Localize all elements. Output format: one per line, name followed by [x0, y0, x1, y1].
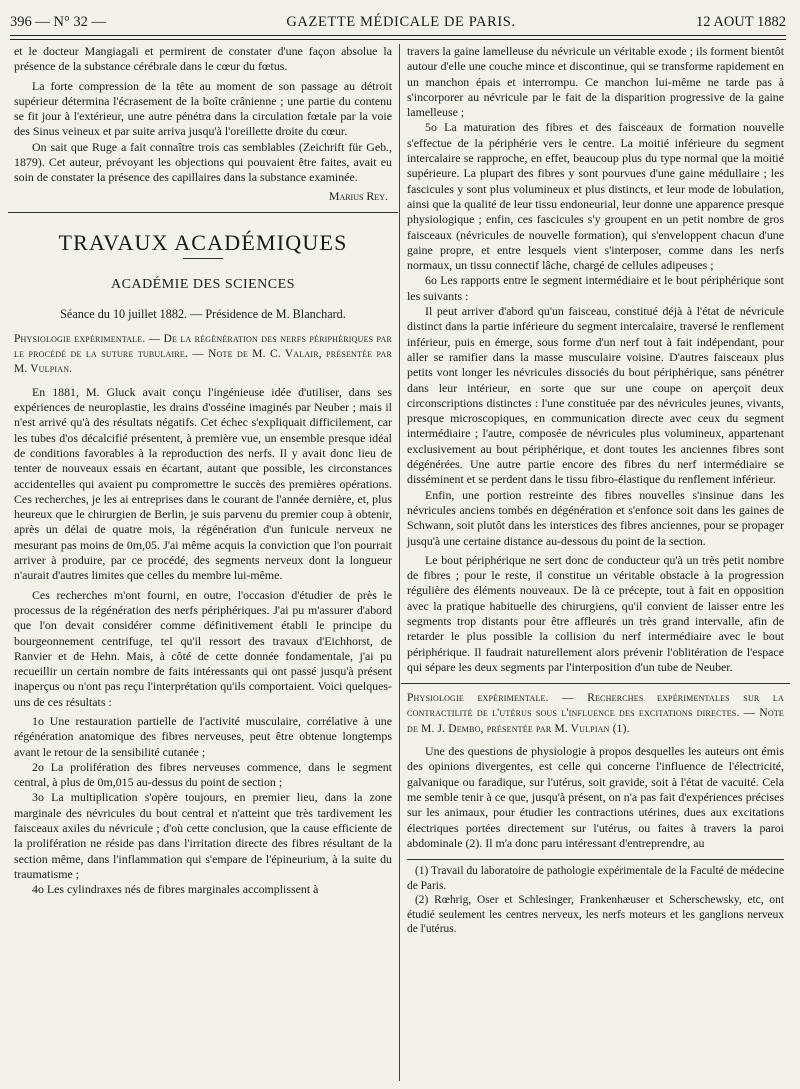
- paragraph: On sait que Ruge a fait connaître trois cas semblables (Zeichrift für Geb., 1879). Cet auteur, prévoyant les objections qui pouvaient être faites, avait eu soin de constater la présence des capillaires dans la substance examinée.: [14, 139, 392, 185]
- page-header: [10, 10, 786, 34]
- header-rule: [10, 35, 786, 36]
- paragraph: Une des questions de physiologie à propos desquelles les auteurs ont émis des opinions divergentes, est celle qui concerne l'influence de l'électricité, galvanique ou faradique, sur l'utérus, soit gravide, soit à l'état de vacuité. Cela me semble tenir à ce que, jusqu'à présent, on n'a pas fait d'expériences précises sur les animaux, pour étudier les contractions utérines, dues aux excitations électriques portées directement sur l'utérus, ou faites à travers la paroi abdominale (2). Il m'a donc paru intéressant d'entreprendre, au: [407, 744, 784, 850]
- footnote: (1) Travail du laboratoire de pathologie expérimentale de la Faculté de médecine de Paris.: [407, 865, 784, 892]
- list-item: 5o La maturation des fibres et des faisceaux de formation nouvelle s'effectue de la périphérie vers le centre. La moitié inférieure du segment intercalaire se rapproche, en effet, beaucoup plus du type normal que la moitié supérieure. La plupart des fibres y sont pourvues d'une gaine médullaire ; les fascicules y sont plus volumineux et plus distincts, et leur mode de lobulation, ainsi que la qualité de leur tissu endoneurial, leur donne une apparence presque physiologique ; enfin, ces fascicules s'y groupent en un petit nombre de gros faisceaux (névricules de nouvelle formation), qui s'enveloppent chacun d'une gaine propre, et entre lesquels vient s'interposer, comme dans les nerfs normaux, un tissu connectif lâche, chargé de cellules adipeuses ;: [407, 120, 784, 273]
- article-separator: [401, 683, 790, 684]
- footnote-rule: [407, 859, 784, 860]
- list-item: 3o La multiplication s'opère toujours, en premier lieu, dans la zone marginale des névricules du bout central et n'atteint que très tardivement les faisceaux axiles du névricule ; d'où cette conclusion, que la cause efficiente de la prolifération ne réside pas dans l'irritation directe des fibres résultant de la section même, dans l'inflammation qui s'empare de l'épineurium, à la suite du traumatisme ;: [14, 790, 392, 881]
- article-heading: Physiologie expérimentale. — De la régénération des nerfs périphériques par le procédé de la suture tubulaire. — Note de M. C. Valair, présentée par M. Vulpian.: [14, 332, 392, 376]
- paragraph: travers la gaine lamelleuse du névricule un véritable exode ; ils forment bientôt autour d'elle une couche mince et discontinue, qui se transforme rapidement en un manchon épais et interrompu. Ce manchon lui-même ne tarde pas à s'incorporer au névricule par le fait de la disparition progressive de la gaine lamelleuse ;: [407, 44, 784, 120]
- list-item: 6o Les rapports entre le segment intermédiaire et le bout périphérique sont les suivants :: [407, 273, 784, 303]
- list-item: 1o Une restauration partielle de l'activité musculaire, corrélative à une régénération anatomique des fibres nerveuses, peut être obtenue longtemps avant le retour de la sensibilité cutanée ;: [14, 713, 392, 759]
- article-heading: Physiologie expérimentale. — Recherches expérimentales sur la contractilité de l'utérus sous l'influence des excitations directes. — Note de M. J. Dembo, présentée par M. Vulpian (1).: [407, 692, 784, 735]
- footnote: (2) Rœhrig, Oser et Schlesinger, Frankenhæuser et Scherschewsky, etc, ont étudié seulement les centres nerveux, les nerfs moteurs et les ganglions nerveux de l'utérus.: [407, 894, 784, 936]
- page-number: 396 — N° 32 —: [10, 13, 107, 30]
- paragraph: Ces recherches m'ont fourni, en outre, l'occasion d'étudier de près le processus de la régénération des nerfs périphériques. J'ai pu m'assurer d'abord que l'on devait considérer comme définitivement établi le principe du bourgeonnement centrifuge, tel qu'il ressort des travaux d'Eichhorst, de Ranvier et de Hehn. Mais, à côté de cette donnée fondamentale, j'ai pu recueillir un certain nombre de faits intéressants qui ont passé jusqu'à présent inaperçus ou n'ont pas reçu l'interprétation qu'ils comportaient. Voici quelques-uns de ces résultats :: [14, 587, 392, 709]
- list-item: 4o Les cylindraxes nés de fibres marginales accomplissent à: [32, 882, 319, 897]
- paragraph: Le bout périphérique ne sert donc de conducteur qu'à un très petit nombre de fibres ; pour le reste, il constitue un véritable obstacle à la progression régulière des éléments nouveaux. De là ce précepte, tout à fait en opposition avec la pratique habituelle des chirurgiens, qu'il convient de laisser entre les segments trop distants pour être affleurés un très grand intervalle, afin de retarder le plus possible la collision du nerf intermédiaire avec le bout périphérique. Il faudrait naturellement alors prévenir l'oblitération de l'espace qui sépare les deux segments par l'interposition d'un tube de Neuber.: [407, 552, 784, 674]
- list-item: 2o La prolifération des fibres nerveuses commence, dans le segment central, à plus de 0m,015 au-dessus du point de section ;: [14, 759, 392, 790]
- journal-title: GAZETTE MÉDICALE DE PARIS.: [286, 13, 516, 30]
- paragraph: En 1881, M. Gluck avait conçu l'ingénieuse idée d'utiliser, dans ses expériences de neuroplastie, les drains d'osséine imaginés par Neuber ; mais il n'est arrivé qu'à des résultats négatifs. Cet échec s'expliquait difficilement, car les tubes d'os décalcifié présentent, à première vue, un ensemble presque idéal de conditions favorables à la reproduction des nerfs. Il y avait donc lieu de tenter de nouveaux essais en écartant, autant que possible, les circonstances accidentelles qui avaient pu compromettre le succès des premières opérations. Ces recherches, je les ai entreprises dans le courant de l'année dernière, et, plus heureux que le chirurgien de Berlin, je suis parvenu du premier coup à obtenir, après un délai de quatre mois, la régénération d'un funicule nerveux ne mesurant pas moins de 0m,05. J'ai même acquis la conviction que l'on pourrait arriver à produire, par ce procédé, des segments nerveux dont la longueur n'aurait d'autres limites que celles du membre lui-même.: [14, 384, 392, 583]
- left-column: [14, 44, 392, 898]
- author-signature: Marius Rey.: [328, 188, 388, 203]
- issue-date: 12 AOUT 1882: [696, 13, 786, 30]
- session-line: Séance du 10 juillet 1882. — Présidence de M. Blanchard.: [60, 306, 346, 321]
- paragraph: La forte compression de la tête au moment de son passage au détroit supérieur détermina l'écrasement de la boîte crânienne ; une partie du contenu se fit jour à l'extérieur, une autre pénétra dans la circulation fœtale par la voie des Sinus veineux et par suite arriva jusqu'à l'oreillette droite du cœur.: [14, 78, 392, 139]
- paragraph: Il peut arriver d'abord qu'un faisceau, constitué déjà à l'état de névricule distinct dans la partie inférieure du segment intercalaire, traversé le renflement inférieur, puis en émerge, sous forme d'un nerf tout à fait indépendant, pour aller se ramifier dans la masse musculaire voisine. D'autres faisceaux plus petits vont longer les névricules dissociés du bout périphérique, sans pénétrer dans leur intérieur, en sorte que sur une coupe on aperçoit deux circonscriptions distinctes : l'une constituée par des névricules jeunes, vivants, presque microscopiques, en communication directe avec ceux du segment intermédiaire ; l'autre, composée de névricules plus volumineux, appartenant exclusivement au bout périphérique, et dont toutes les anciennes fibres sont dégénérées. Une autre partie encore des fibres du nerf intermédiaire se disséminent et se perdent dans le tissu fibro-élastique du renflement inférieur.: [407, 304, 784, 487]
- academy-heading: ACADÉMIE DES SCIENCES: [111, 277, 295, 293]
- paragraph: Enfin, une portion restreinte des fibres nouvelles s'insinue dans les névricules anciens tombés en dégénération et s'enfonce soit dans les gaines de Schwann, soit plutôt dans les interstices des fibres anciennes, pour se propager jusqu'à une certaine distance au-dessous du point de la section.: [407, 487, 784, 548]
- short-rule: [183, 258, 223, 259]
- section-separator: [8, 212, 398, 213]
- section-title: TRAVAUX ACADÉMIQUES: [58, 229, 348, 255]
- column-divider: [399, 44, 400, 1081]
- paragraph: et le docteur Mangiagali et permirent de constater d'une façon absolue la présence de la substance cérébrale dans le cœur du fœtus.: [14, 44, 392, 74]
- header-rule-thin: [10, 39, 786, 40]
- right-column: [407, 44, 784, 937]
